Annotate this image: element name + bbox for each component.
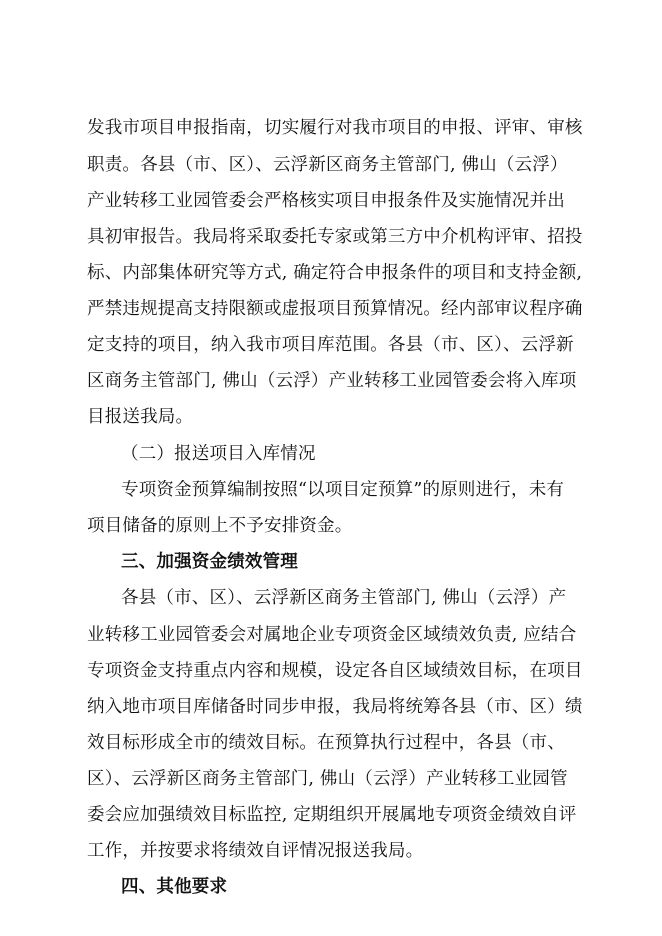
para3-line-7: 委会应加强绩效目标监控, 定期组织开展属地专项资金绩效自评 [87,805,577,825]
para3-line-8: 工作，并按要求将绩效自评情况报送我局。 [87,841,424,861]
para1-line-1: 发我市项目申报指南，切实履行对我市项目的申报、评审、审核 [87,118,583,138]
subheading-submit-projects: （二）报送项目入库情况 [121,444,316,464]
para3-line-4: 纳入地市项目库储备时同步申报，我局将统筹各县（市、区）绩 [87,697,583,717]
para1-line-7: 定支持的项目，纳入我市项目库范围。各县（市、区）、云浮新 [87,335,574,355]
para1-line-3: 产业转移工业园管委会严格核实项目申报条件及实施情况并出 [87,191,565,211]
para2-line-2: 项目储备的原则上不予安排资金。 [87,516,353,536]
section-heading-3: 三、加强资金绩效管理 [121,552,298,572]
para1-line-8: 区商务主管部门, 佛山（云浮）产业转移工业园管委会将入库项 [87,371,577,391]
section-heading-4: 四、其他要求 [121,877,228,897]
para1-line-9: 目报送我局。 [87,407,194,427]
para3-line-2: 业转移工业园管委会对属地企业专项资金区域绩效负责, 应结合 [87,625,577,645]
para3-line-1: 各县（市、区）、云浮新区商务主管部门, 佛山（云浮）产 [121,588,567,608]
para1-line-5: 标、内部集体研究等方式, 确定符合申报条件的项目和支持金额, [87,263,583,283]
para1-line-6: 严禁违规提高支持限额或虚报项目预算情况。经内部审议程序确 [87,299,583,319]
para3-line-5: 效目标形成全市的绩效目标。在预算执行过程中，各县（市、 [87,733,565,753]
para3-line-3: 专项资金支持重点内容和规模，设定各自区域绩效目标，在项目 [87,661,583,681]
para1-line-4: 具初审报告。我局将采取委托专家或第三方中介机构评审、招投 [87,227,583,247]
para1-line-2: 职责。各县（市、区）、云浮新区商务主管部门, 佛山（云浮） [87,155,568,175]
para2-line-1: 专项资金预算编制按照“以项目定预算”的原则进行，未有 [121,480,565,500]
para3-line-6: 区）、云浮新区商务主管部门, 佛山（云浮）产业转移工业园管 [87,769,568,789]
